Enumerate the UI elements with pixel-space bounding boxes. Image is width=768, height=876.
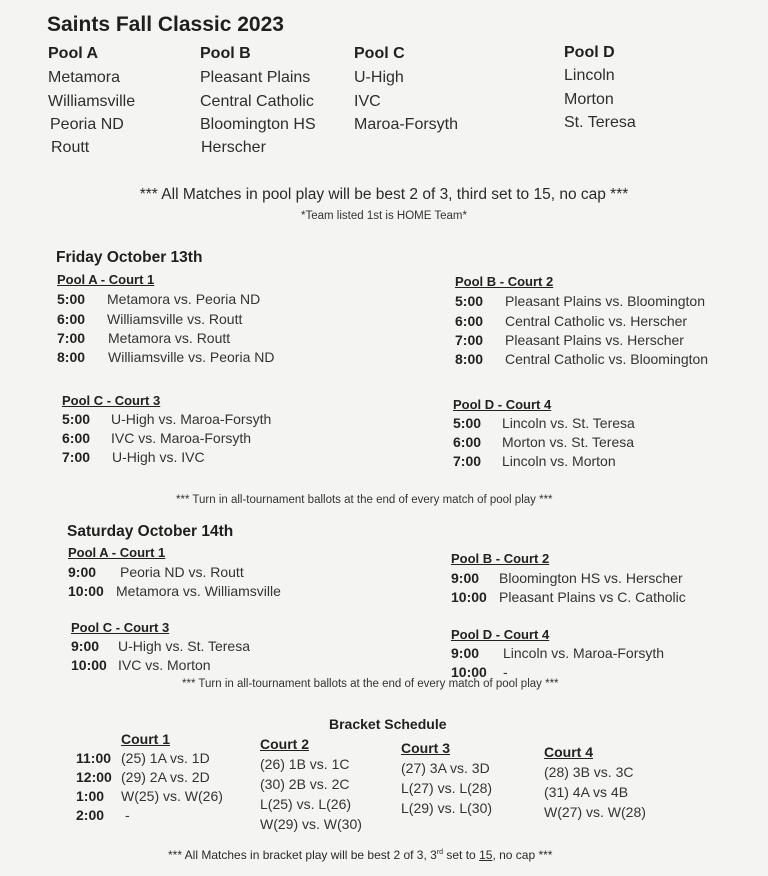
bracket-schedule-heading: Bracket Schedule <box>329 716 447 732</box>
pool-team: Central Catholic <box>200 93 314 110</box>
section-heading: Pool C - Court 3 <box>62 393 161 408</box>
pool-team: St. Teresa <box>564 114 636 131</box>
pool-team: Peoria ND <box>50 116 124 133</box>
pool-team: Routt <box>51 139 90 156</box>
match-row: 6:00 IVC vs. Maroa-Forsyth <box>62 430 252 446</box>
bracket-match: L(29) vs. L(30) <box>401 800 493 816</box>
bracket-match: (28) 3B vs. 3C <box>544 764 634 780</box>
section-heading: Pool D - Court 4 <box>453 397 552 412</box>
bracket-court-4 <box>544 742 646 822</box>
match-row: 6:00 Williamsville vs. Routt <box>57 311 243 327</box>
pool-team: Williamsville <box>48 93 136 110</box>
bracket-court-1 <box>121 730 223 825</box>
match-row: 9:00 U-High vs. St. Teresa <box>71 638 251 654</box>
pool-b-heading: Pool B <box>200 45 251 62</box>
match-row: 10:00 - <box>451 664 508 680</box>
pool-team: IVC <box>354 93 381 110</box>
court-heading: Court 1 <box>121 731 170 747</box>
match-row: 7:00 Lincoln vs. Morton <box>453 453 616 469</box>
pool-play-rules-note: *** All Matches in pool play will be best 2 of 3, third set to 15, no cap *** <box>139 186 629 203</box>
match-row: 10:00 Metamora vs. Williamsville <box>68 583 281 599</box>
bracket-court-2 <box>260 734 362 834</box>
match-row: 8:00 Central Catholic vs. Bloomington <box>455 351 709 367</box>
home-team-note: *Team listed 1st is HOME Team* <box>301 210 467 222</box>
section-heading: Pool B - Court 2 <box>455 274 554 289</box>
bracket-match: (25) 1A vs. 1D <box>121 750 210 766</box>
bracket-time: 2:00 <box>76 807 105 823</box>
saturday-pool-c-schedule <box>71 620 250 673</box>
bracket-match: (30) 2B vs. 2C <box>260 776 350 792</box>
bracket-time: 11:00 <box>76 750 112 766</box>
bracket-match: (27) 3A vs. 3D <box>401 760 490 776</box>
match-row: 6:00 Morton vs. St. Teresa <box>453 434 635 450</box>
match-row: 8:00 Williamsville vs. Peoria ND <box>57 349 275 365</box>
match-row: 7:00 Pleasant Plains vs. Herscher <box>455 332 684 348</box>
saturday-heading: Saturday October 14th <box>67 523 234 540</box>
pool-team: U-High <box>354 69 404 86</box>
pool-d-heading: Pool D <box>564 44 615 61</box>
saturday-pool-b-schedule <box>451 551 686 605</box>
bracket-time: 1:00 <box>76 788 105 804</box>
match-row: 10:00 Pleasant Plains vs C. Catholic <box>451 589 686 605</box>
court-heading: Court 4 <box>544 744 593 760</box>
bracket-match: (31) 4A vs 4B <box>544 784 629 800</box>
section-heading: Pool D - Court 4 <box>451 627 550 642</box>
bracket-match: L(27) vs. L(28) <box>401 780 493 796</box>
match-row: 9:00 Bloomington HS vs. Herscher <box>451 570 683 586</box>
pool-team: Morton <box>564 91 614 108</box>
match-row: 7:00 U-High vs. IVC <box>62 449 205 465</box>
section-heading: Pool B - Court 2 <box>451 551 550 566</box>
pool-team: Maroa-Forsyth <box>354 116 459 133</box>
saturday-ballot-note: *** Turn in all-tournament ballots at the end of every match of pool play *** <box>182 678 559 690</box>
pool-a-list <box>48 45 135 157</box>
section-heading: Pool A - Court 1 <box>57 272 155 287</box>
pool-b-list <box>200 45 316 157</box>
match-row: 10:00 IVC vs. Morton <box>71 657 211 673</box>
friday-ballot-note: *** Turn in all-tournament ballots at the end of every match of pool play *** <box>176 494 553 506</box>
bracket-play-rules-note: *** All Matches in bracket play will be best 2 of 3, 3rd set to 15, no cap *** <box>168 848 553 862</box>
bracket-match: (29) 2A vs. 2D <box>121 769 210 785</box>
match-row: 5:00 Lincoln vs. St. Teresa <box>453 415 635 431</box>
friday-heading: Friday October 13th <box>56 249 203 266</box>
match-row: 6:00 Central Catholic vs. Herscher <box>455 313 688 329</box>
pool-team: Bloomington HS <box>200 116 316 133</box>
friday-pool-d-schedule <box>453 397 635 469</box>
friday-pool-c-schedule <box>62 393 271 465</box>
match-row: 5:00 U-High vs. Maroa-Forsyth <box>62 411 272 427</box>
pool-team: Metamora <box>48 69 121 86</box>
friday-pool-a-schedule <box>57 272 274 365</box>
court-heading: Court 2 <box>260 736 309 752</box>
pool-c-list <box>354 45 458 134</box>
bracket-match: W(29) vs. W(30) <box>260 816 362 832</box>
bracket-match: - <box>125 807 130 823</box>
section-heading: Pool C - Court 3 <box>71 620 170 635</box>
pool-d-list <box>564 44 636 132</box>
match-row: 9:00 Peoria ND vs. Routt <box>68 564 244 580</box>
bracket-match: L(25) vs. L(26) <box>260 796 352 812</box>
match-row: 5:00 Pleasant Plains vs. Bloomington <box>455 293 705 309</box>
section-heading: Pool A - Court 1 <box>68 545 166 560</box>
court-heading: Court 3 <box>401 740 450 756</box>
saturday-pool-a-schedule <box>68 545 281 599</box>
match-row: 5:00 Metamora vs. Peoria ND <box>57 291 261 307</box>
bracket-times-column <box>76 749 112 825</box>
bracket-match: W(25) vs. W(26) <box>121 788 223 804</box>
friday-pool-b-schedule <box>455 274 708 367</box>
pool-a-heading: Pool A <box>48 45 99 62</box>
pool-c-heading: Pool C <box>354 45 405 62</box>
pool-team: Lincoln <box>564 67 615 84</box>
match-row: 7:00 Metamora vs. Routt <box>57 330 231 346</box>
pool-team: Herscher <box>201 139 266 156</box>
match-row: 9:00 Lincoln vs. Maroa-Forsyth <box>451 645 665 661</box>
bracket-court-3 <box>401 738 492 818</box>
pool-team: Pleasant Plains <box>200 69 311 86</box>
bracket-match: (26) 1B vs. 1C <box>260 756 350 772</box>
bracket-match: W(27) vs. W(28) <box>544 804 646 820</box>
document-title: Saints Fall Classic 2023 <box>47 13 284 36</box>
bracket-time: 12:00 <box>76 769 112 785</box>
saturday-pool-d-schedule <box>451 627 664 680</box>
